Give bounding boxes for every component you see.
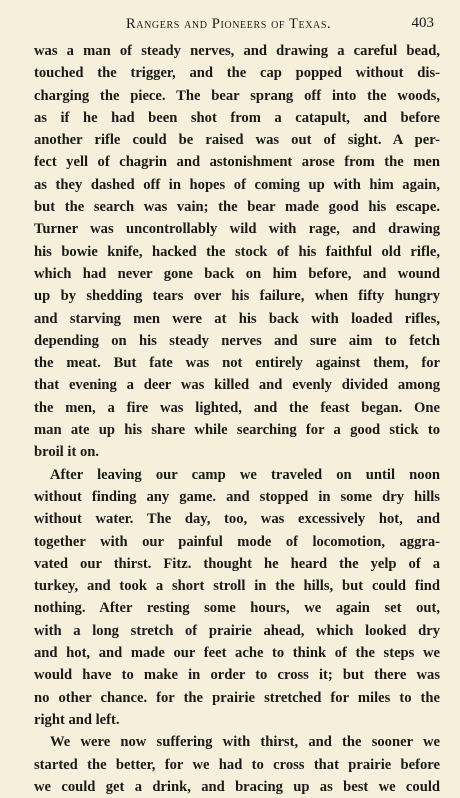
text-line: the men, a fire was lighted, and the feast began. One <box>34 399 440 416</box>
text-line: we could get a drink, and bracing up as best we could <box>34 778 440 795</box>
text-line: right and left. <box>34 711 120 728</box>
text-line: would have to make in order to cross it; but there was <box>34 667 440 684</box>
text-line: fect yell of chagrin and astonishment arose from the men <box>34 154 440 171</box>
page-number: 403 <box>411 15 434 31</box>
text-line: with a long stretch of prairie ahead, which looked dry <box>34 622 440 639</box>
text-line: turkey, and took a short stroll in the hills, but could find <box>34 578 440 595</box>
text-line: After leaving our camp we traveled on until noon <box>50 466 440 483</box>
paragraph <box>34 731 440 798</box>
text-line: the meat. But fate was not entirely against them, for <box>34 355 440 372</box>
text-line: as they dashed off in hopes of coming up with him again, <box>34 176 440 193</box>
paragraph <box>34 464 440 732</box>
text-line: but the search was vain; the bear made good his escape. <box>34 199 440 216</box>
text-line: charging the piece. The bear sprang off into the woods, <box>34 87 440 104</box>
paragraph <box>34 40 440 464</box>
text-line: and starving men were at his back with loaded rifles, <box>34 310 440 327</box>
running-head <box>34 14 438 40</box>
text-line: another rifle could be raised was out of sight. A per- <box>34 132 440 149</box>
text-line: together with our painful mode of locomotion, aggra- <box>34 533 440 550</box>
text-line: depending on his steady nerves and sure aim to fetch <box>34 332 440 349</box>
body-text <box>34 40 440 798</box>
text-line: was a man of steady nerves, and drawing a careful bead, <box>34 43 440 59</box>
text-line: without water. The day, too, was excessively hot, and <box>34 511 440 528</box>
text-line: broil it on. <box>34 444 100 461</box>
text-line: and hot, and made our feet ache to think of the steps we <box>34 645 440 662</box>
text-line: that evening a deer was killed and evenly divided among <box>34 377 440 394</box>
text-line: nothing. After resting some hours, we again set out, <box>34 600 440 617</box>
text-line: man ate up his share while searching for a good stick to <box>34 422 440 439</box>
text-line: vated our thirst. Fitz. thought he heard the yelp of a <box>34 555 440 572</box>
text-line: as if he had been shot from a catapult, and before <box>34 109 440 126</box>
text-line: touched the trigger, and the cap popped without dis- <box>34 65 440 82</box>
text-line: without finding any game. and stopped in some dry hills <box>34 488 440 505</box>
text-line: which had never gone back on him before, and wound <box>34 265 440 282</box>
text-line: up by shedding tears over his failure, when fifty hungry <box>34 288 440 305</box>
text-line: started the better, for we had to cross that prairie before <box>34 756 440 773</box>
text-line: his bowie knife, hacked the stock of his faithful old rifle, <box>34 243 440 260</box>
text-line: Turner was uncontrollably wild with rage, and drawing <box>34 221 440 238</box>
text-line: We were now suffering with thirst, and the sooner we <box>50 734 440 751</box>
text-line: no other chance. for the prairie stretched for miles to the <box>34 689 440 706</box>
running-title: Rangers and Pioneers of Texas. <box>126 16 332 32</box>
